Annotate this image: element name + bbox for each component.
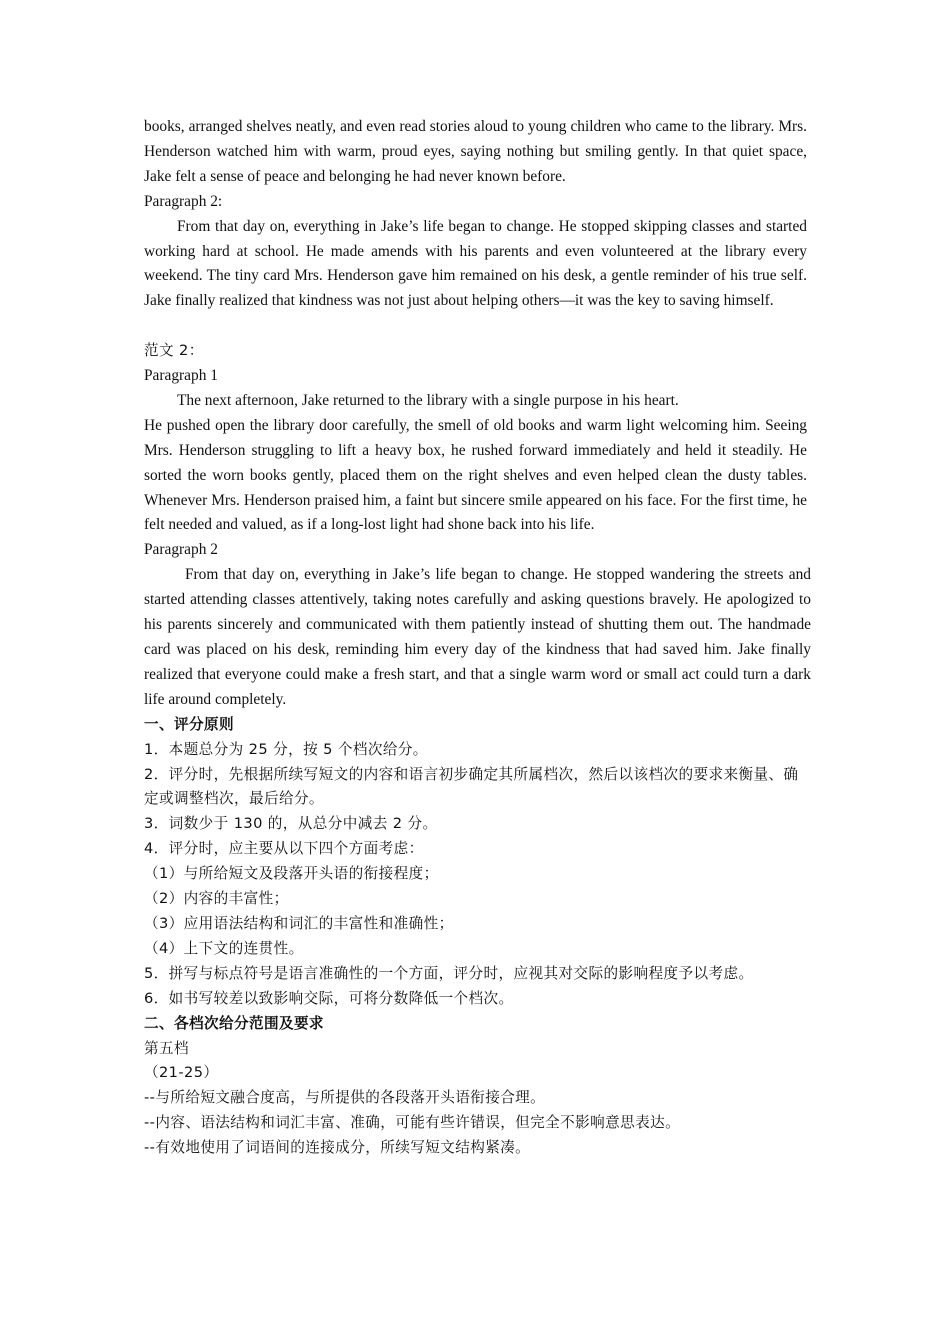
- level5-criterion-2: --内容、语法结构和词汇丰富、准确，可能有些许错误，但完全不影响意思表达。: [144, 1114, 681, 1132]
- scoring-rule-4: 4．评分时，应主要从以下四个方面考虑：: [144, 840, 424, 858]
- scoring-rule-5: 5．拼写与标点符号是语言准确性的一个方面，评分时，应视其对交际的影响程度予以考虑。: [144, 964, 754, 982]
- level5-range: （21-25）: [144, 1064, 219, 1082]
- document-page: [144, 115, 811, 1161]
- scoring-rule-2: 2．评分时，先根据所续写短文的内容和语言初步确定其所属档次，然后以该档次的要求来衡量、确定或调整档次，最后给分。: [144, 765, 799, 808]
- scoring-rule-4-item-2: （2）内容的丰富性；: [144, 890, 289, 908]
- scoring-rule-1: 1．本题总分为 25 分，按 5 个档次给分。: [144, 740, 428, 758]
- level5-criterion-3: --有效地使用了词语间的连接成分，所续写短文结构紧凑。: [144, 1139, 531, 1157]
- passage1-paragraph2-label: Paragraph 2:: [144, 192, 223, 210]
- passage2-paragraph1-body: He pushed open the library door carefully, the smell of old books and warm light welcoming him. Seeing Mrs. Henderson struggling to lift a heavy box, he rushed forward immediately and held it steadily. He sorted the worn books gently, placed them on the right shelves and even helped clean the dusty tables. Whenever Mrs. Henderson praised him, a faint but sincere smile appeared on his face. For the first time, he felt needed and valued, as if a long-lost light had shone back into his life.: [144, 416, 807, 534]
- passage2-paragraph1-first-line: The next afternoon, Jake returned to the library with a single purpose in his heart.: [177, 391, 679, 409]
- scoring-rule-3: 3．词数少于 130 的，从总分中减去 2 分。: [144, 815, 438, 833]
- scoring-rule-6: 6．如书写较差以致影响交际，可将分数降低一个档次。: [144, 989, 514, 1007]
- passage2-paragraph1-label: Paragraph 1: [144, 367, 218, 385]
- scoring-rule-4-item-4: （4）上下文的连贯性。: [144, 939, 304, 957]
- scoring-rule-4-item-1: （1）与所给短文及段落开头语的衔接程度；: [144, 865, 439, 883]
- passage1-paragraph2: From that day on, everything in Jake’s life began to change. He stopped skipping classes and started working hard at school. He made amends with his parents and even volunteered at the library every weekend. The tiny card Mrs. Henderson gave him remained on his desk, a gentle reminder of his true self. Jake finally realized that kindness was not just about helping others—it was the key to saving himself.: [144, 217, 807, 310]
- spacer: [144, 314, 807, 339]
- scoring-rule-4-item-3: （3）应用语法结构和词汇的丰富性和准确性；: [144, 914, 454, 932]
- passage2-paragraph2-label: Paragraph 2: [144, 541, 218, 559]
- passage2-paragraph2: From that day on, everything in Jake’s life began to change. He stopped wandering the streets and started attending classes attentively, taking notes carefully and asking questions bravely. He apologized to his parents sincerely and communicated with them patiently instead of shutting them out. The handmade card was placed on his desk, reminding him every day of the kindness that had saved him. Jake finally realized that everyone could make a fresh start, and that a single warm word or small act could turn a dark life around completely.: [144, 566, 811, 708]
- passage2-heading: 范文 2：: [144, 342, 204, 360]
- level5-name: 第五档: [144, 1039, 189, 1057]
- passage1-paragraph1-continuation: books, arranged shelves neatly, and even read stories aloud to young children who came to the library. Mrs. Henderson watched him with warm, proud eyes, saying nothing but smiling gently. In that quiet space, Jake felt a sense of peace and belonging he had never known before.: [144, 118, 807, 185]
- scoring-levels-heading: 二、各档次给分范围及要求: [144, 1014, 324, 1032]
- scoring-principles-heading: 一、评分原则: [144, 715, 234, 733]
- level5-criterion-1: --与所给短文融合度高，与所提供的各段落开头语衔接合理。: [144, 1089, 546, 1107]
